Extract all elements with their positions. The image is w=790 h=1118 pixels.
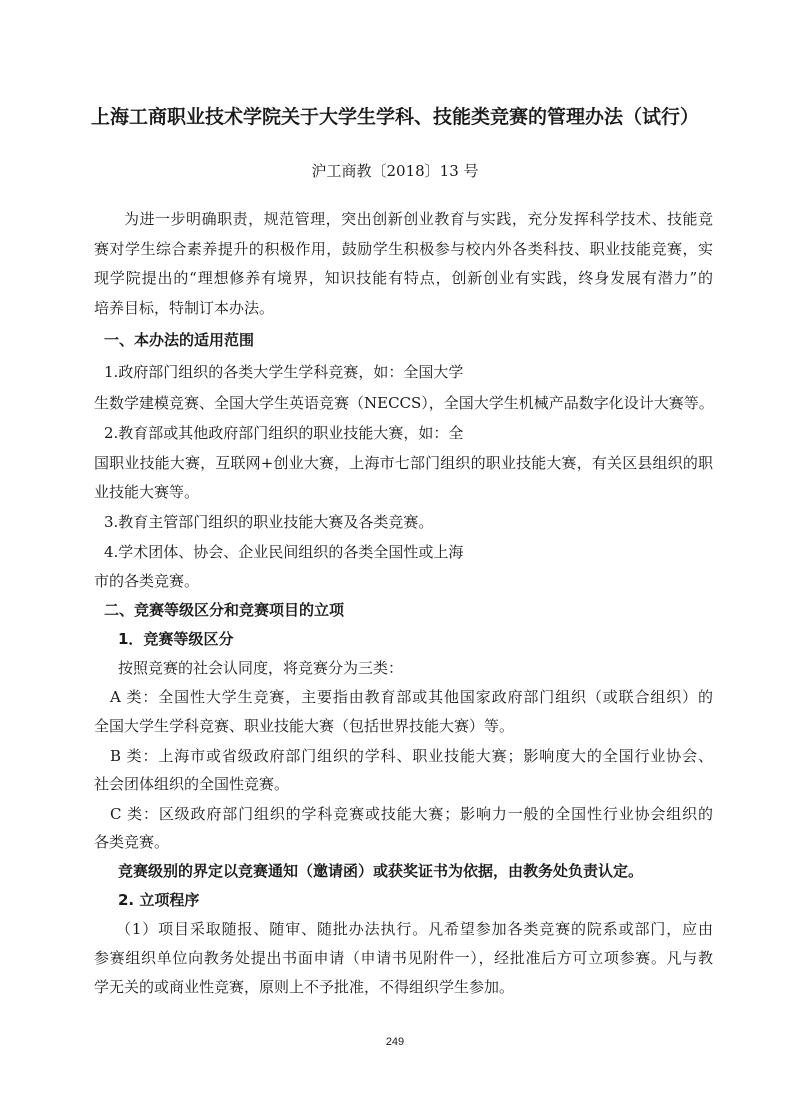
section1-item2-line-3: 业技能大赛等。 [94,483,200,501]
page-number: 249 [385,1036,405,1048]
class-c-line-1: C 类：区级政府部门组织的学科竞赛或技能大赛；影响力一般的全国性行业协会组织的 [110,805,713,823]
class-c-line-2: 各类竞赛。 [94,833,170,851]
intro-line-1: 为进一步明确职责，规范管理，突出创新创业教育与实践，充分发挥科学技术、技能竞 [124,210,713,228]
procedure-line-3: 学无关的或商业性竞赛，原则上不予批准，不得组织学生参加。 [94,978,515,996]
class-a-line-1: A 类：全国性大学生竞赛，主要指由教育部或其他国家政府部门组织（或联合组织）的 [110,688,713,706]
intro-line-4: 培养目标，特制订本办法。 [94,299,275,317]
document-title: 上海工商职业技术学院关于大学生学科、技能类竞赛的管理办法（试行） [90,106,699,128]
section1-item2-line-1: 2.教育部或其他政府部门组织的职业技能大赛，如：全 [104,424,464,442]
document-number: 沪工商教〔2018〕13 号 [311,162,479,180]
section2-heading: 二、竞赛等级区分和竞赛项目的立项 [104,601,345,619]
section2-sub1-heading: 1．竞赛等级区分 [118,630,234,648]
procedure-line-1: （1）项目采取随报、随审、随批办法执行。凡希望参加各类竞赛的院系或部门，应由 [116,920,713,938]
section2-sub2-heading: 2. 立项程序 [118,891,200,909]
section1-item1-line-1: 1.政府部门组织的各类大学生学科竞赛，如：全国大学 [104,363,464,381]
section1-item4-line-2: 市的各类竞赛。 [94,572,200,590]
class-determination-note: 竞赛级别的界定以竞赛通知（邀请函）或获奖证书为依据，由教务处负责认定。 [118,862,644,880]
procedure-line-2: 参赛组织单位向教务处提出书面申请（申请书见附件一），经批准后方可立项参赛。凡与教 [94,949,713,967]
section2-sub1-lead: 按照竞赛的社会认同度，将竞赛分为三类： [118,659,404,677]
section1-heading: 一、本办法的适用范围 [104,331,255,349]
section1-item1-line-2: 生数学建模竞赛、全国大学生英语竞赛（NECCS），全国大学生机械产品数字化设计大赛等。 [94,394,714,412]
class-a-line-2: 全国大学生学科竞赛、职业技能大赛（包括世界技能大赛）等。 [94,717,515,735]
intro-line-3: 现学院提出的“理想修养有境界，知识技能有特点，创新创业有实践，终身发展有潜力”的 [94,269,713,287]
section1-item4-line-1: 4.学术团体、协会、企业民间组织的各类全国性或上海 [104,543,464,561]
section1-item3: 3.教育主管部门组织的职业技能大赛及各类竞赛。 [104,513,434,531]
class-b-line-1: B 类：上海市或省级政府部门组织的学科、职业技能大赛；影响度大的全国行业协会、 [110,747,713,765]
section1-item2-line-2: 国职业技能大赛，互联网+创业大赛，上海市七部门组织的职业技能大赛，有关区县组织的职 [94,454,713,472]
class-b-line-2: 社会团体组织的全国性竞赛。 [94,775,290,793]
intro-line-2: 赛对学生综合素养提升的积极作用，鼓励学生积极参与校内外各类科技、职业技能竞赛，实 [94,240,713,258]
